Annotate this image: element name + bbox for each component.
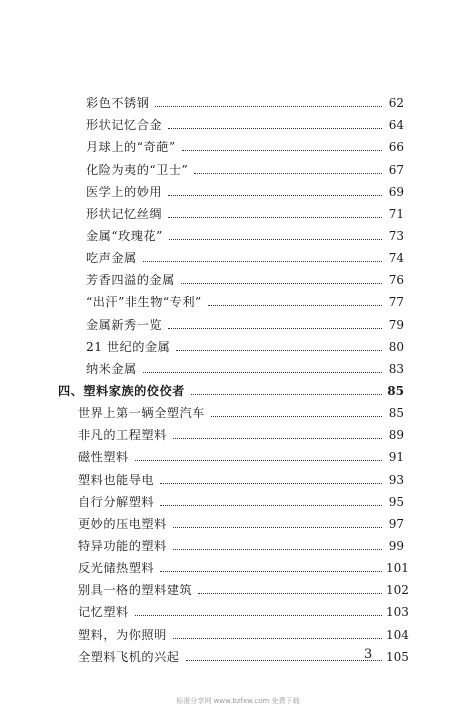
toc-entry-page: 85: [387, 383, 404, 398]
toc-entry-title: 塑料，为你照明: [78, 627, 167, 642]
toc-entry: [58, 243, 404, 265]
toc-entry-title: 彩色不锈钢: [86, 96, 150, 111]
toc-dot-leader: [173, 549, 382, 550]
toc-entry-title: 21 世纪的金属: [86, 339, 171, 354]
toc-dot-leader: [208, 305, 382, 306]
toc-dot-leader: [173, 638, 382, 639]
toc-dot-leader: [155, 106, 382, 107]
toc-entry-page: 62: [388, 96, 404, 111]
toc-dot-leader: [211, 416, 382, 417]
toc-dot-leader: [143, 261, 382, 262]
toc-entry-page: 77: [388, 295, 404, 310]
toc-entry: [58, 575, 409, 598]
toc-entry-title: 非凡的工程塑料: [78, 428, 167, 443]
toc-entry: [58, 487, 404, 509]
toc-entry-page: 67: [388, 162, 404, 177]
toc-entry-title: 医学上的妙用: [86, 184, 163, 199]
toc-entry-page: 74: [388, 251, 404, 266]
toc-entry-page: 99: [388, 538, 404, 553]
toc-dot-leader: [168, 217, 382, 218]
toc-entry-page: 69: [388, 184, 404, 199]
toc-entry-page: 104: [386, 627, 409, 642]
toc-entry: [58, 354, 404, 376]
toc-entry-page: 102: [386, 583, 409, 598]
toc-entry-title: 吃声金属: [86, 251, 137, 266]
toc-dot-leader: [135, 615, 382, 616]
toc-entry-page: 79: [388, 317, 404, 332]
toc-entry-title: 芳香四溢的金属: [86, 273, 175, 288]
toc-entry-page: 89: [388, 428, 404, 443]
toc-entry-page: 73: [388, 228, 404, 243]
toc-dot-leader: [186, 660, 383, 661]
toc-dot-leader: [173, 438, 382, 439]
toc-entry-page: 83: [388, 361, 404, 376]
toc-entry: [58, 464, 404, 486]
toc-dot-leader: [168, 328, 382, 329]
toc-entry: [58, 132, 404, 154]
toc-section-heading: [58, 376, 404, 398]
footer-watermark: 标准分享网 www.bzfxw.com 免费下载: [176, 697, 300, 705]
toc-dot-leader: [173, 527, 382, 528]
toc-entry: [58, 509, 404, 531]
toc-entry-title: 自行分解塑料: [78, 494, 155, 509]
toc-entry-title: 月球上的“奇葩”: [86, 140, 176, 155]
toc-entry-title: 纳米金属: [86, 361, 137, 376]
toc-entry: [58, 442, 404, 464]
toc-entry: [58, 619, 409, 642]
toc-dot-leader: [143, 372, 382, 373]
toc-entry-page: 93: [388, 472, 404, 487]
toc-dot-leader: [181, 283, 382, 284]
toc-dot-leader: [160, 571, 382, 572]
toc-entry-page: 64: [388, 118, 404, 133]
toc-entry: [58, 398, 404, 420]
toc-entry-page: 103: [386, 605, 409, 620]
toc-dot-leader: [168, 128, 382, 129]
toc-entry: [58, 177, 404, 199]
toc-entry-title: 形状记忆合金: [86, 118, 163, 133]
toc-dot-leader: [198, 593, 382, 594]
toc-dot-leader: [135, 460, 382, 461]
toc-dot-leader: [194, 173, 382, 174]
toc-entry: [58, 309, 404, 331]
toc-entry-title: 全塑料飞机的兴起: [78, 649, 180, 664]
toc-dot-leader: [176, 350, 382, 351]
toc-dot-leader: [182, 150, 382, 151]
toc-dot-leader: [168, 195, 382, 196]
toc-entry-title: 塑料也能导电: [78, 472, 155, 487]
toc-entry-title: 四、塑料家族的佼佼者: [58, 383, 185, 398]
toc-dot-leader: [160, 505, 382, 506]
toc-dot-leader: [169, 239, 382, 240]
toc-entry: [58, 332, 404, 354]
toc-entry-page: 71: [388, 206, 404, 221]
toc-entry-page: 97: [388, 516, 404, 531]
table-of-contents: [58, 88, 409, 664]
toc-entry: [58, 642, 409, 664]
toc-entry-title: “出汗”非生物“专利”: [86, 295, 202, 310]
toc-entry-title: 形状记忆丝绸: [86, 206, 163, 221]
toc-entry-title: 记忆塑料: [78, 605, 129, 620]
toc-entry-page: 85: [388, 406, 404, 421]
toc-entry: [58, 265, 404, 287]
page-number: 3: [364, 647, 373, 662]
toc-entry-page: 95: [388, 494, 404, 509]
toc-entry: [58, 154, 404, 176]
toc-entry-title: 金属“玫瑰花”: [86, 228, 163, 243]
toc-entry: [58, 531, 404, 553]
toc-entry: [58, 199, 404, 221]
toc-entry: [58, 221, 404, 243]
toc-entry: [58, 553, 409, 576]
toc-entry: [58, 287, 404, 309]
toc-entry-title: 磁性塑料: [78, 450, 129, 465]
toc-entry-title: 金属新秀一览: [86, 317, 163, 332]
toc-entry: [58, 88, 404, 110]
toc-entry-page: 105: [386, 649, 409, 664]
toc-entry-title: 化险为夷的“卫士”: [86, 162, 189, 177]
toc-entry: [58, 597, 409, 620]
toc-entry-title: 特异功能的塑料: [78, 538, 167, 553]
toc-entry-title: 别具一格的塑料建筑: [78, 583, 193, 598]
toc-entry-page: 91: [388, 450, 404, 465]
toc-entry: [58, 110, 404, 132]
toc-entry-title: 反光储热塑料: [78, 561, 155, 576]
toc-entry-title: 更妙的压电塑料: [78, 516, 167, 531]
toc-entry-page: 66: [388, 140, 404, 155]
toc-entry-page: 80: [388, 339, 404, 354]
toc-dot-leader: [191, 394, 382, 395]
toc-entry-page: 101: [386, 561, 409, 576]
toc-dot-leader: [160, 483, 382, 484]
toc-entry-page: 76: [388, 273, 404, 288]
toc-entry: [58, 420, 404, 442]
toc-entry-title: 世界上第一辆全塑汽车: [78, 406, 205, 421]
